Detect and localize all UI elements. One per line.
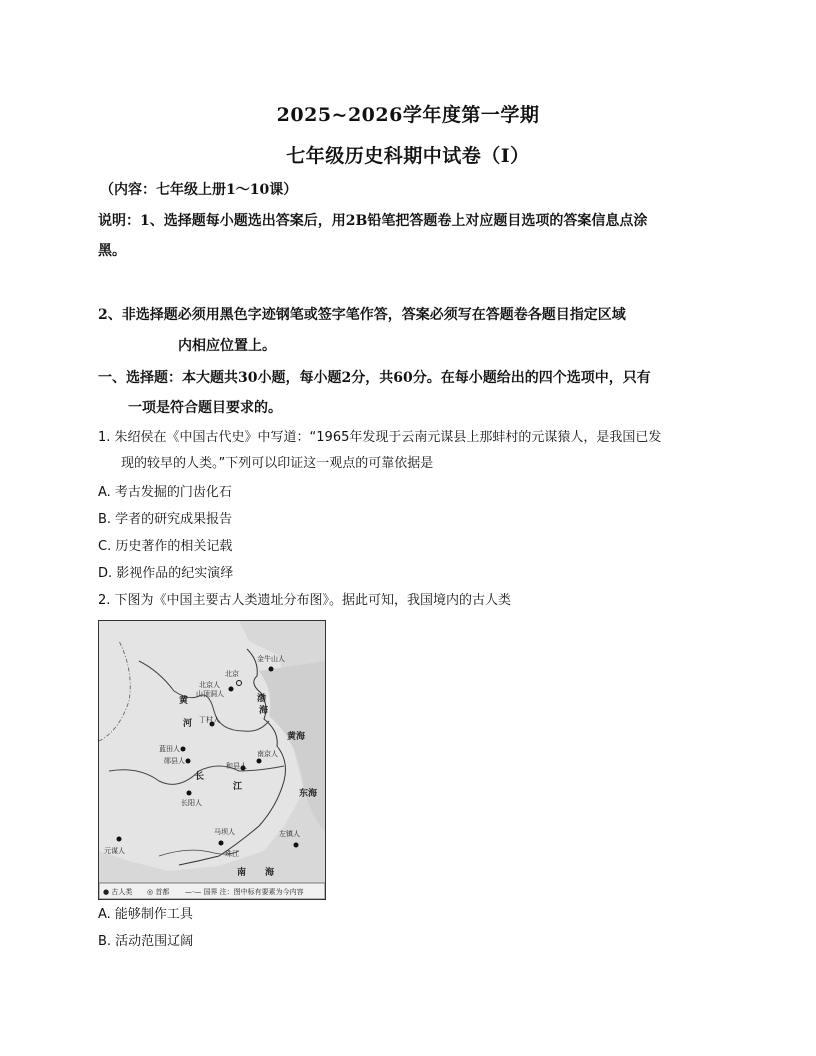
label-huanghai: 黄海 xyxy=(287,732,306,742)
label-chang: 长 xyxy=(195,772,205,782)
label-nanhai: 海 xyxy=(265,868,275,878)
site-zuozhen xyxy=(294,843,299,848)
label-beijing: 北京 xyxy=(225,670,239,678)
question-1-stem-cont: 现的较早的人类。”下列可以印证这一观点的可靠依据是 xyxy=(121,456,434,471)
label-bohai: 海 xyxy=(259,706,269,716)
label-jiang: 江 xyxy=(233,782,243,792)
site-beijingren xyxy=(229,687,234,692)
label-yunxian: 郧县人 xyxy=(164,757,185,765)
question-1-option-d: D. 影视作品的纪实演绎 xyxy=(98,566,234,581)
instruction-1-cont: 黑。 xyxy=(98,243,126,259)
site-lantian xyxy=(181,747,186,752)
label-dingcun: 丁村人 xyxy=(199,716,220,724)
label-zuozhen: 左镇人 xyxy=(279,830,300,838)
question-1-option-a: A. 考古发掘的门齿化石 xyxy=(98,485,232,500)
question-2-option-b: B. 活动范围辽阔 xyxy=(98,934,194,949)
label-jinniushan: 金牛山人 xyxy=(257,655,285,663)
label-nanjing: 南京人 xyxy=(257,750,278,758)
site-changyang xyxy=(187,791,192,796)
question-1-option-b: B. 学者的研究成果报告 xyxy=(98,512,233,527)
label-zhujiang: 珠江 xyxy=(225,850,239,858)
instruction-1: 说明：1、选择题每小题选出答案后，用2B铅笔把答题卷上对应题目选项的答案信息点涂 xyxy=(98,213,648,229)
exam-scope: （内容：七年级上册1～10课） xyxy=(100,182,298,198)
site-yuanmou xyxy=(117,837,122,842)
question-2-stem: 2. 下图为《中国主要古人类遗址分布图》。据此可知，我国境内的古人类 xyxy=(98,593,512,608)
label-maba: 马坝人 xyxy=(214,828,235,836)
instruction-2: 2、非选择题必须用黑色字迹钢笔或签字笔作答，答案必须写在答题卷各题目指定区域 xyxy=(98,307,626,323)
label-donghai: 东海 xyxy=(299,789,318,799)
section-heading-cont: 一项是符合题目要求的。 xyxy=(128,400,282,416)
exam-title-year: 2025~2026学年度第一学期 xyxy=(276,104,540,126)
question-1-stem: 1. 朱绍侯在《中国古代史》中写道：“1965年发现于云南元谋县上那蚌村的元谋猿人，是我国已发 xyxy=(98,430,662,445)
label-he: 河 xyxy=(183,719,193,729)
legend-site: ● 古人类 xyxy=(103,888,133,896)
site-yunxian xyxy=(186,759,191,764)
site-nanjing xyxy=(257,759,262,764)
label-huang: 黄 xyxy=(179,696,189,706)
label-hexian: 和县人 xyxy=(226,762,247,770)
instruction-2-cont: 内相应位置上。 xyxy=(178,338,276,354)
exam-title-subject: 七年级历史科期中试卷（Ⅰ） xyxy=(286,145,530,167)
label-beijingren: 北京人 xyxy=(199,681,220,689)
section-heading: 一、选择题：本大题共30小题，每小题2分，共60分。在每小题给出的四个选项中，只有 xyxy=(98,370,651,386)
site-jinniushan xyxy=(269,667,274,672)
question-2-option-a: A. 能够制作工具 xyxy=(98,907,193,922)
label-nan: 南 xyxy=(237,868,247,878)
question-1-option-c: C. 历史著作的相关记载 xyxy=(98,539,233,554)
label-changyang: 长阳人 xyxy=(181,799,202,807)
label-lantian: 蓝田人 xyxy=(159,745,180,753)
label-bo: 渤 xyxy=(257,694,267,704)
legend-capital: ◎ 首都 xyxy=(147,888,170,896)
site-maba xyxy=(219,841,224,846)
legend-border: —·— 国界 注：图中标有要素为今内容 xyxy=(185,888,304,896)
label-shandingdong: 山顶洞人 xyxy=(196,690,224,698)
ancient-human-sites-map xyxy=(98,620,326,900)
label-yuanmou: 元谋人 xyxy=(104,847,125,855)
map-svg xyxy=(99,621,325,899)
